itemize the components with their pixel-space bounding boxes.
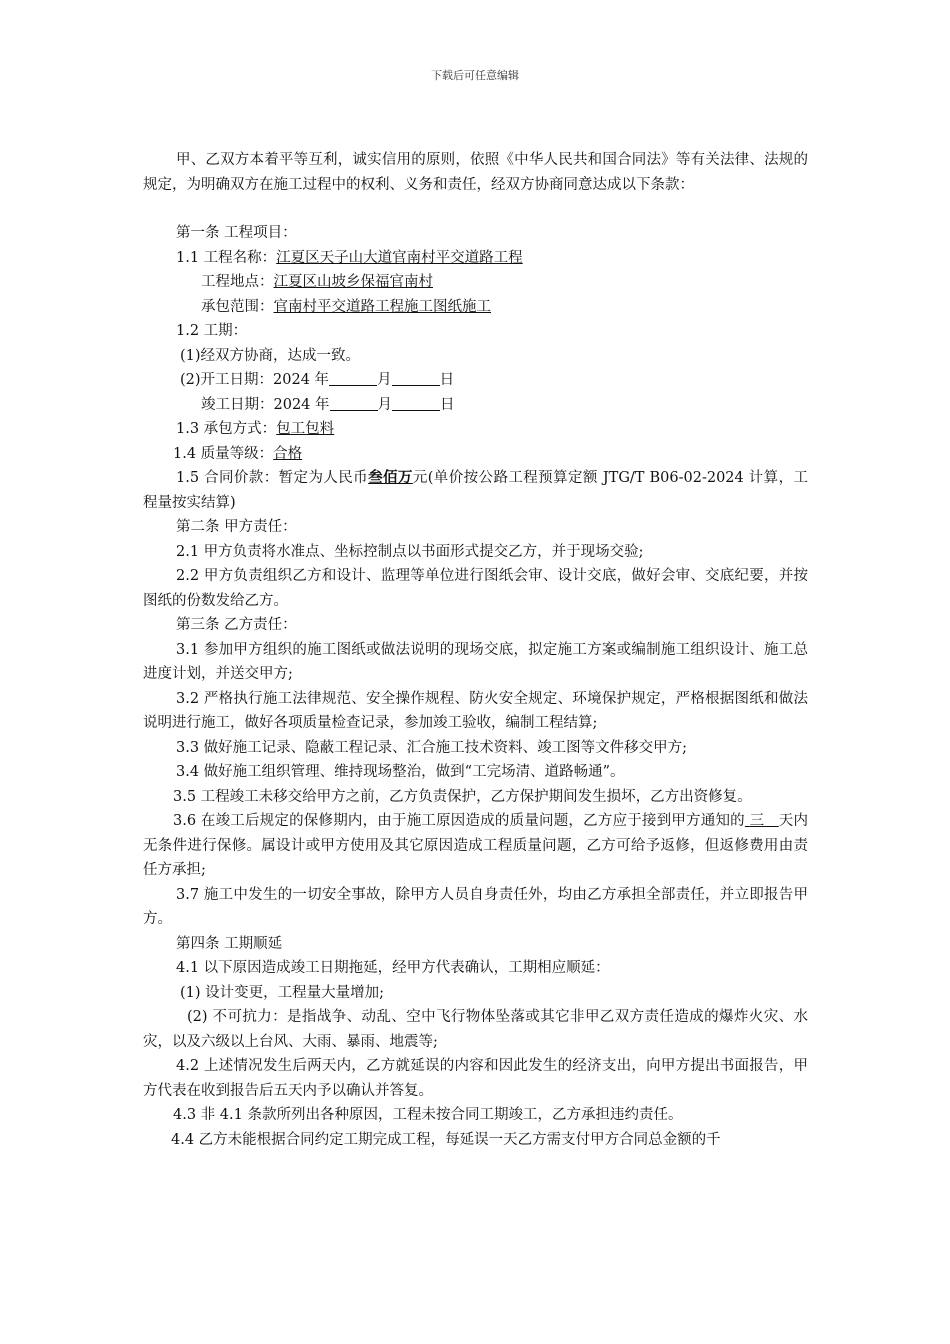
clause-4-3: 4.3 非 4.1 条款所列出各种原因，工程未按合同工期竣工，乙方承担违约责任。 bbox=[173, 1107, 683, 1123]
page-header: 下载后可任意编辑 bbox=[431, 69, 519, 82]
contract-mode-value: 包工包料 bbox=[276, 421, 335, 437]
contract-price: 1.5 合同价款：暂定为人民币叁佰万元(单价按公路工程预算定额 JTG/T B06-02-2024 计算，工程量按实结算) bbox=[143, 469, 808, 511]
project-name-value: 江夏区天子山大道官南村平交道路工程 bbox=[276, 249, 523, 266]
clause-3-5: 3.5 工程竣工未移交给甲方之前，乙方负责保护，乙方保护期间发生损坏，乙方出资修复。 bbox=[173, 788, 752, 805]
clause-3-6: 3.6 在竣工后规定的保修期内，由于施工原因造成的质量问题，乙方应于接到甲方通知的 三 天内无条件进行保修。属设计或甲方使用及其它原因造成工程质量问题，乙方可给予返修，但返修费用由责任方承担; bbox=[143, 813, 808, 878]
end-day-blank bbox=[392, 396, 440, 411]
contract-scope: 承包范围：官南村平交道路工程施工图纸施工 bbox=[201, 298, 491, 315]
end-month-blank bbox=[330, 396, 378, 411]
clause-3-3: 3.3 做好施工记录、隐蔽工程记录、汇合施工技术资料、竣工图等文件移交甲方; bbox=[176, 739, 688, 756]
article-3-title: 第三条 乙方责任： bbox=[176, 617, 297, 633]
warranty-days: 三 bbox=[749, 813, 765, 829]
clause-2-2: 2.2 甲方负责组织乙方和设计、监理等单位进行图纸会审、设计交底，做好会审、交底纪要，并按图纸的份数发给乙方。 bbox=[143, 568, 808, 609]
start-date: (2)开工日期：2024 年 月 日 bbox=[180, 372, 455, 388]
intro-paragraph: 甲、乙双方本着平等互利，诚实信用的原则，依照《中华人民共和国合同法》等有关法律、法规的规定，为明确双方在施工过程中的权利、义务和责任，经双方协商同意达成以下条款： bbox=[143, 152, 808, 193]
clause-3-7: 3.7 施工中发生的一切安全事故，除甲方人员自身责任外，均由乙方承担全部责任，并立即报告甲方。 bbox=[143, 886, 808, 927]
clause-3-2: 3.2 严格执行施工法律规范、安全操作规程、防火安全规定、环境保护规定，严格根据图纸和做法说明进行施工，做好各项质量检查记录，参加竣工验收，编制工程结算; bbox=[143, 690, 808, 731]
period-label: 1.2 工期： bbox=[176, 323, 248, 339]
start-day-blank bbox=[392, 371, 440, 386]
clause-3-1: 3.1 参加甲方组织的施工图纸或做法说明的现场交底，拟定施工方案或编制施工组织设计、施工总进度计划，并送交甲方; bbox=[143, 641, 808, 682]
project-name: 1.1 工程名称：江夏区天子山大道官南村平交道路工程 bbox=[176, 249, 523, 266]
project-location: 工程地点：江夏区山坡乡保福官南村 bbox=[201, 274, 433, 290]
period-item-1: (1)经双方协商，达成一致。 bbox=[180, 347, 361, 364]
contract-body bbox=[143, 148, 808, 1152]
clause-4-2: 4.2 上述情况发生后两天内，乙方就延误的内容和因此发生的经济支出，向甲方提出书面报告，甲方代表在收到报告后五天内予以确认并答复。 bbox=[143, 1058, 808, 1099]
article-2-title: 第二条 甲方责任： bbox=[176, 519, 297, 535]
clause-4-1-item-2: (2) 不可抗力：是指战争、动乱、空中飞行物体坠落或其它非甲乙双方责任造成的爆炸火灾、水灾，以及六级以上台风、大雨、暴雨、地震等; bbox=[143, 1009, 808, 1050]
start-month-blank bbox=[329, 371, 377, 386]
end-date: 竣工日期：2024 年 月 日 bbox=[201, 396, 455, 413]
quality-grade-value: 合格 bbox=[273, 445, 303, 462]
clause-4-1: 4.1 以下原因造成竣工日期拖延，经甲方代表确认，工期相应顺延： bbox=[176, 960, 610, 976]
contract-mode: 1.3 承包方式：包工包料 bbox=[176, 421, 335, 437]
quality-grade: 1.4 质量等级：合格 bbox=[173, 445, 303, 462]
clause-2-1: 2.1 甲方负责将水准点、坐标控制点以书面形式提交乙方，并于现场交验; bbox=[176, 543, 644, 560]
clause-4-1-item-1: (1) 设计变更，工程量大量增加; bbox=[180, 984, 385, 1001]
article-1-title: 第一条 工程项目： bbox=[176, 225, 297, 241]
clause-3-4: 3.4 做好施工组织管理、维持现场整治，做到“工完场清、道路畅通”。 bbox=[176, 764, 625, 780]
article-4-title: 第四条 工期顺延 bbox=[176, 935, 283, 952]
contract-scope-value: 官南村平交道路工程施工图纸施工 bbox=[273, 298, 491, 315]
clause-4-4: 4.4 乙方未能根据合同约定工期完成工程，每延误一天乙方需支付甲方合同总金额的千 bbox=[171, 1131, 721, 1148]
contract-price-amount: 叁佰万 bbox=[368, 469, 413, 486]
project-location-value: 江夏区山坡乡保福官南村 bbox=[273, 274, 433, 290]
